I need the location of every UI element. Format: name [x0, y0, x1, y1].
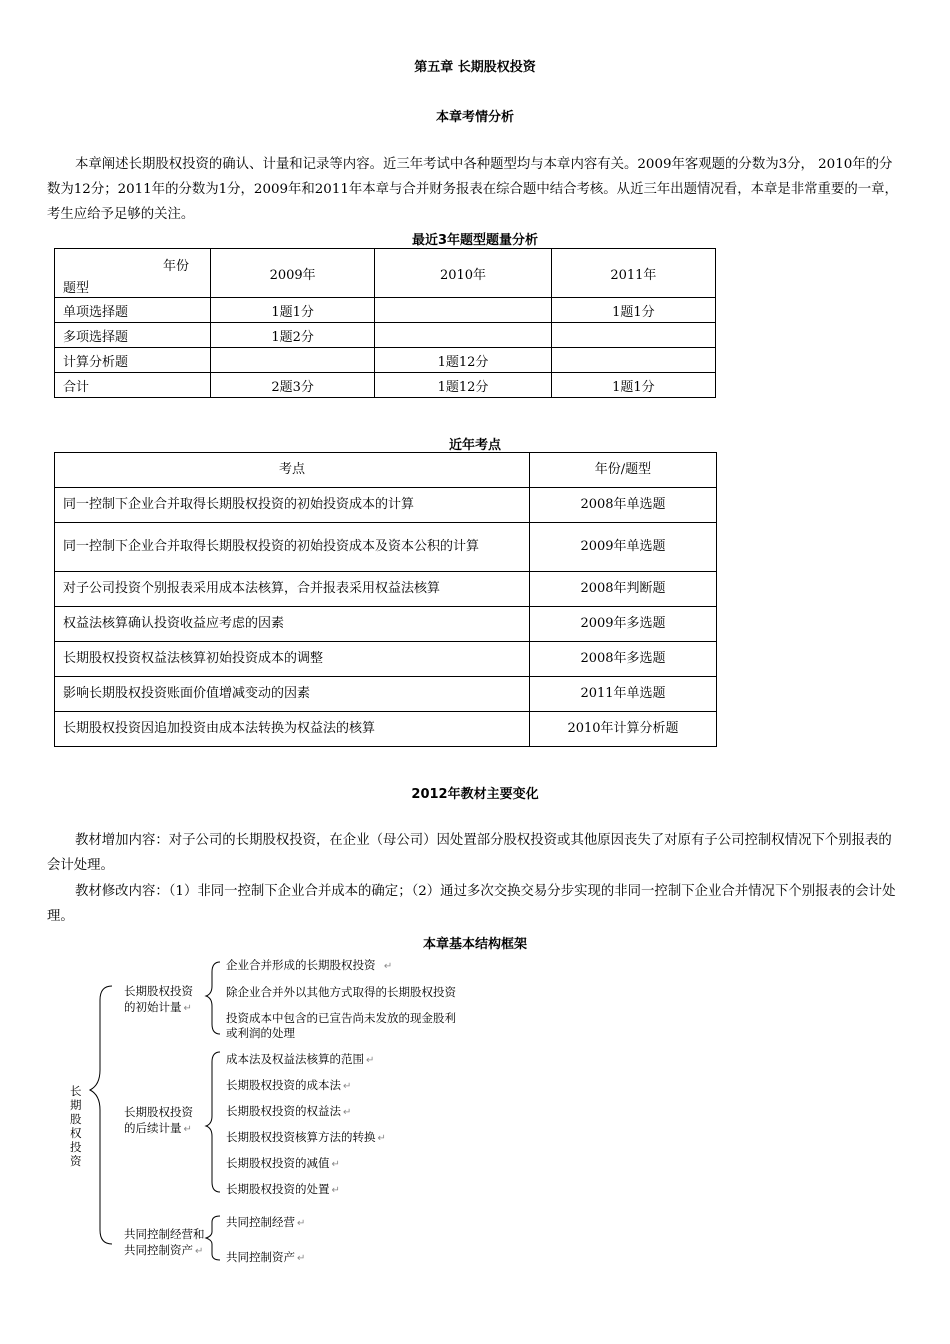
change-added-paragraph: 教材增加内容：对子公司的长期股权投资，在企业（母公司）因处置部分股权投资或其他原因丧失了对原有子公司控制权情况下个别报表的会计处理。	[47, 833, 892, 873]
value-cell: 1题1分	[551, 373, 715, 398]
group1-brace	[206, 962, 220, 1034]
point-cell: 权益法核算确认投资收益应考虑的因素	[55, 607, 530, 642]
year-cell: 2010年计算分析题	[530, 712, 717, 747]
framework-item: 共同控制经营 ↵	[226, 1215, 306, 1229]
table-row	[55, 323, 716, 348]
type-cell: 合计	[55, 373, 211, 398]
point-cell: 同一控制下企业合并取得长期股权投资的初始投资成本的计算	[55, 488, 530, 523]
table-row	[55, 298, 716, 323]
exam-points-table	[54, 452, 717, 747]
framework-title: 本章基本结构框架	[422, 937, 527, 952]
value-cell: 1题12分	[375, 348, 552, 373]
table-row	[55, 373, 716, 398]
table-row	[55, 348, 716, 373]
table-row	[55, 677, 717, 712]
group-label: 长期股权投资	[124, 1105, 193, 1119]
value-cell	[375, 323, 552, 348]
section-title-exam-analysis: 本章考情分析	[435, 110, 514, 125]
group-label: 长期股权投资	[124, 984, 193, 998]
point-cell: 对子公司投资个别报表采用成本法核算，合并报表采用权益法核算	[55, 572, 530, 607]
framework-item: 成本法及权益法核算的范围 ↵	[226, 1052, 375, 1066]
framework-item: 投资成本中包含的已宣告尚未发放的现金股利	[226, 1011, 456, 1025]
group-label: 的初始计量 ↵	[124, 1000, 192, 1014]
table-row	[55, 572, 717, 607]
point-cell: 影响长期股权投资账面价值增减变动的因素	[55, 677, 530, 712]
year-header: 2011年	[551, 249, 715, 298]
year-cell: 2008年单选题	[530, 488, 717, 523]
table-corner-cell	[55, 249, 211, 298]
section-title-changes: 2012年教材主要变化	[411, 787, 539, 802]
value-cell: 2题3分	[211, 373, 375, 398]
table-header-row	[55, 453, 717, 488]
table-row	[55, 488, 717, 523]
value-cell: 1题1分	[551, 298, 715, 323]
corner-label-year: 年份	[163, 259, 190, 274]
framework-item: 企业合并形成的长期股权投资 ↵	[226, 958, 393, 972]
framework-item: 共同控制资产 ↵	[226, 1250, 306, 1264]
year-cell: 2009年单选题	[530, 523, 717, 572]
table-row	[55, 642, 717, 677]
year-cell: 2011年单选题	[530, 677, 717, 712]
intro-paragraph: 本章阐述长期股权投资的确认、计量和记录等内容。近三年考试中各种题型均与本章内容有关。2009年客观题的分数为3分， 2010年的分数为12分；2011年的分数为1分，2009年和2011年本章与合并财务报表在综合题中结合考核。从近三年出题情况看，本章是非常重要的一章，考生应给予足够的关注。	[47, 157, 898, 222]
framework-item: 长期股权投资核算方法的转换 ↵	[226, 1130, 386, 1144]
point-cell: 长期股权投资权益法核算初始投资成本的调整	[55, 642, 530, 677]
framework-root-label: 长期股权投资	[70, 1084, 82, 1168]
value-cell	[375, 298, 552, 323]
framework-item: 长期股权投资的权益法 ↵	[226, 1104, 352, 1118]
year-cell: 2009年多选题	[530, 607, 717, 642]
group-label: 共同控制经营和	[124, 1227, 205, 1241]
framework-item: 长期股权投资的成本法 ↵	[226, 1078, 352, 1092]
value-cell: 1题2分	[211, 323, 375, 348]
table-row	[55, 523, 717, 572]
point-cell: 长期股权投资因追加投资由成本法转换为权益法的核算	[55, 712, 530, 747]
framework-item: 或利润的处理	[226, 1026, 295, 1040]
header-point: 考点	[55, 453, 530, 488]
change-modified-paragraph: 教材修改内容：（1）非同一控制下企业合并成本的确定；（2）通过多次交换交易分步实现的非同一控制下企业合并情况下个别报表的会计处理。	[47, 884, 896, 924]
table-header-row	[55, 249, 716, 298]
table-row	[55, 712, 717, 747]
type-cell: 计算分析题	[55, 348, 211, 373]
point-cell: 同一控制下企业合并取得长期股权投资的初始投资成本及资本公积的计算	[55, 523, 530, 572]
question-type-table	[54, 248, 716, 398]
header-year: 年份/题型	[530, 453, 717, 488]
group-label: 共同控制资产 ↵	[124, 1243, 204, 1257]
value-cell	[551, 348, 715, 373]
value-cell	[211, 348, 375, 373]
table-row	[55, 607, 717, 642]
chapter-title: 第五章 长期股权投资	[414, 60, 536, 75]
root-brace	[90, 986, 112, 1244]
value-cell	[551, 323, 715, 348]
group3-brace	[206, 1216, 220, 1260]
corner-label-type: 题型	[63, 281, 90, 296]
table1-caption: 最近3年题型题量分析	[411, 233, 539, 248]
type-cell: 多项选择题	[55, 323, 211, 348]
year-header: 2009年	[211, 249, 375, 298]
value-cell: 1题1分	[211, 298, 375, 323]
year-header: 2010年	[375, 249, 552, 298]
table2-caption: 近年考点	[448, 438, 501, 453]
group2-brace	[206, 1052, 220, 1192]
type-cell: 单项选择题	[55, 298, 211, 323]
year-cell: 2008年判断题	[530, 572, 717, 607]
year-cell: 2008年多选题	[530, 642, 717, 677]
value-cell: 1题12分	[375, 373, 552, 398]
framework-item: 除企业合并外以其他方式取得的长期股权投资	[226, 985, 456, 999]
framework-item: 长期股权投资的减值 ↵	[226, 1156, 340, 1170]
framework-item: 长期股权投资的处置 ↵	[226, 1182, 340, 1196]
group-label: 的后续计量 ↵	[124, 1121, 192, 1135]
